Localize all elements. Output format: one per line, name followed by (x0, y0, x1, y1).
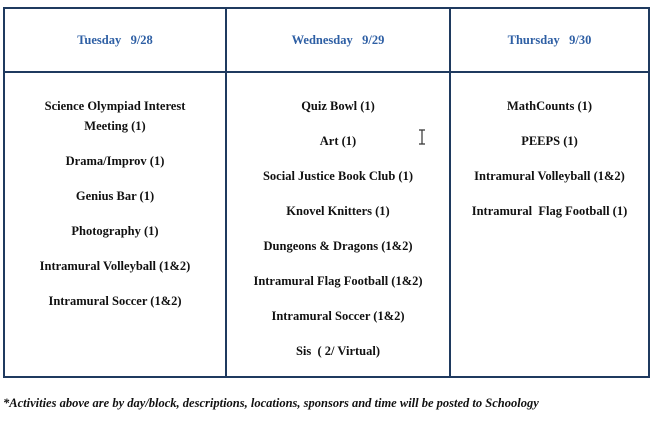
activity-item: Intramural Volleyball (1&2) (474, 169, 625, 183)
activity-item: MathCounts (1) (506, 99, 593, 113)
activity-schedule-table (3, 7, 650, 378)
activity-item: Intramural Soccer (1&2) (48, 294, 182, 308)
activity-item: Social Justice Book Club (1) (262, 169, 413, 183)
activity-item: Genius Bar (1) (75, 189, 155, 203)
activity-item: Knovel Knitters (1) (286, 204, 390, 218)
activity-item: Photography (1) (71, 224, 159, 238)
day-header-tuesday: Tuesday 9/28 (5, 9, 225, 73)
activity-list-tuesday (5, 73, 225, 326)
activity-item: Science Olympiad Interest Meeting (1) (44, 99, 186, 133)
activity-list-thursday (451, 73, 648, 236)
activity-item: Intramural Volleyball (1&2) (39, 259, 191, 273)
day-header-wednesday: Wednesday 9/29 (227, 9, 449, 73)
activity-item: Intramural Soccer (1&2) (271, 309, 405, 323)
day-column-tuesday (5, 9, 225, 376)
day-column-thursday (449, 9, 648, 376)
schedule-footnote: *Activities above are by day/block, descriptions, locations, sponsors and time will be posted to Schoology (3, 396, 539, 410)
activity-item: Drama/Improv (1) (65, 154, 165, 168)
day-header-thursday: Thursday 9/30 (451, 9, 648, 73)
activity-item: Dungeons & Dragons (1&2) (263, 239, 413, 253)
activity-item: PEEPS (1) (521, 134, 578, 148)
text-cursor-icon (418, 129, 426, 145)
activity-list-wednesday (227, 73, 449, 376)
activity-item: Intramural Flag Football (1&2) (253, 274, 423, 288)
activity-item: Art (1) (319, 134, 357, 148)
activity-item: Sis ( 2/ Virtual) (295, 344, 381, 358)
activity-item: Intramural Flag Football (1) (471, 204, 628, 218)
activity-item: Quiz Bowl (1) (301, 99, 375, 113)
day-column-wednesday (225, 9, 449, 376)
